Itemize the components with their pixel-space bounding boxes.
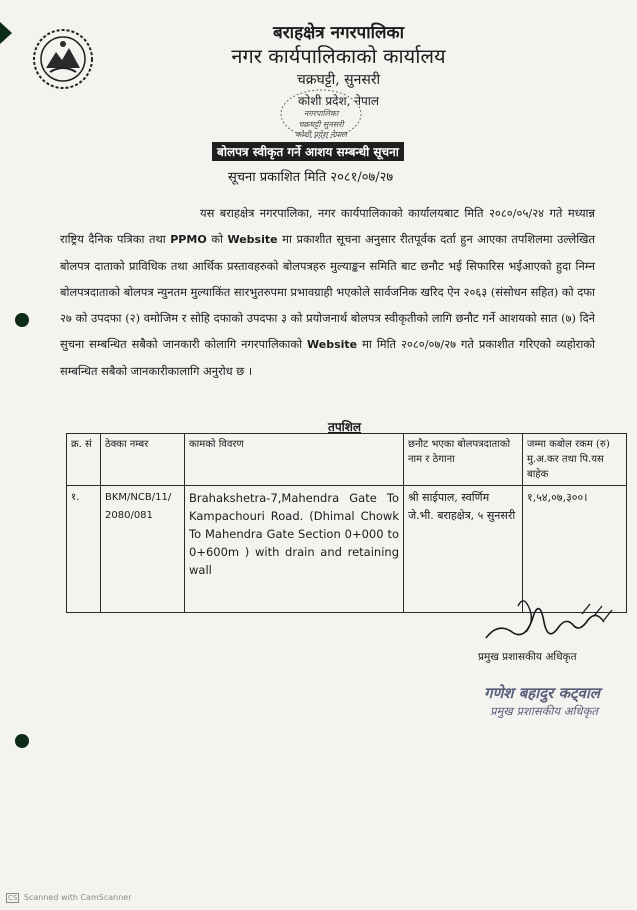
corner-mark (0, 22, 12, 44)
cell-contract-no: BKM/NCB/11/ 2080/081 (101, 486, 185, 613)
table-heading: तपशिल (328, 420, 362, 434)
ppmo-text: PPMO (170, 233, 207, 246)
notice-body (60, 200, 595, 384)
cell-amount: १,५४,०७,३००। (523, 486, 627, 613)
published-date: सूचना प्रकाशित मिति २०८१/०७/२७ (228, 170, 394, 185)
seal-officer-title: प्रमुख प्रशासकीय अधिकृत (490, 704, 598, 718)
header-work-description: कामको विवरण (185, 434, 404, 486)
body-text-part: मा मिति २०८०/०७/२७ गते प्रकाशीत गरिएको व्यहोराको सम्बन्धित सबैको जानकारीकालागि अनुरोध छ । (60, 337, 595, 378)
punch-hole-icon (15, 734, 29, 748)
punch-hole-icon (15, 313, 29, 327)
stamp-line: चक्रघट्टी सुनसरी (298, 120, 344, 129)
table-header-row (67, 434, 627, 486)
stamp-line: कोशी प्रदेश नेपाल (295, 130, 347, 139)
cell-work-description: Brahakshetra-7,Mahendra Gate To Kampachouri Road. (Dhimal Chowk To Mahendra Gate Section 0+000 to 0+600m ) with drain and retaining wall (185, 486, 404, 613)
camscanner-logo-icon: CS (8, 894, 18, 902)
office-stamp (256, 78, 386, 140)
body-text-part: मा प्रकाशीत सूचना अनुसार रीतपूर्वक दर्ता हुन आएका तपशिलमा उल्लेखित बोलपत्र दाताको प्राविधिक तथा आर्थिक प्रस्तावहरुको बोलपत्रहरु मुल्याङ्कन समिति बाट छनौट भई सिफारिस भईआएको हुदा निम्न बोलपत्रदाताको बोलपत्र न्युनतम मुल्याकिंत सारभुतरुपमा प्रभावग्राही भएकोले सार्वजनिक खरिद ऐन २०६३ (संसोधन सहित) को दफा २७ को उपदफा (२) वमोजिम र सोहि दफाको उपदफा ३ को प्रयोजनार्थ बोलपत्र स्वीकृतीको लागि छनौट गर्ने आशयको सात (७) दिने सुचना सम्बन्धित सबैको जानकारी कोलागि नगरपालिकाको (60, 232, 595, 351)
scanner-watermark (6, 893, 131, 903)
municipality-name: बराहक्षेत्र नगरपालिका (273, 23, 404, 43)
office-address: चक्रघट्टी, सुनसरी (296, 72, 381, 88)
header-sn: क्र. सं (67, 434, 101, 486)
seal-officer-name: गणेश बहादुर कट्वाल (484, 684, 600, 702)
website-text: Website (307, 338, 358, 351)
signer-title: प्रमुख प्रशासकीय अधिकृत (478, 651, 577, 663)
header-amount: जम्मा कबोल रकम (रु) मु.अ.कर तथा पि.यस बाहेक (523, 434, 627, 486)
body-text-part: यस बराहक्षेत्र नगरपालिका, नगर कार्यपालिकाको कार्यालयबाट मिति २०८०/०५/२४ गते मध्यान्न राष्ट्रिय दैनिक पत्रिका तथा (60, 206, 595, 246)
scanner-text: Scanned with CamScanner (23, 893, 132, 902)
notice-title: बोलपत्र स्वीकृत गर्ने आशय सम्बन्धी सूचना (212, 142, 404, 161)
office-name: नगर कार्यपालिकाको कार्यालय (231, 44, 446, 68)
cell-sn: १. (67, 486, 101, 613)
cell-bidder: श्री साईपाल, स्वर्णिम जे.भी. बराहक्षेत्र, ५ सुनसरी (404, 486, 523, 613)
body-text-part: को (206, 232, 228, 246)
website-text: Website (227, 233, 278, 246)
details-table (66, 433, 627, 613)
handwritten-signature-icon (478, 592, 618, 648)
header-bidder: छनौट भएका बोलपत्रदाताको नाम र ठेगाना (404, 434, 523, 486)
header-contract-no: ठेक्का नम्बर (101, 434, 185, 486)
stamp-line: नगरपालिका (303, 109, 339, 118)
office-province: कोशी प्रदेश, नेपाल (297, 94, 380, 108)
